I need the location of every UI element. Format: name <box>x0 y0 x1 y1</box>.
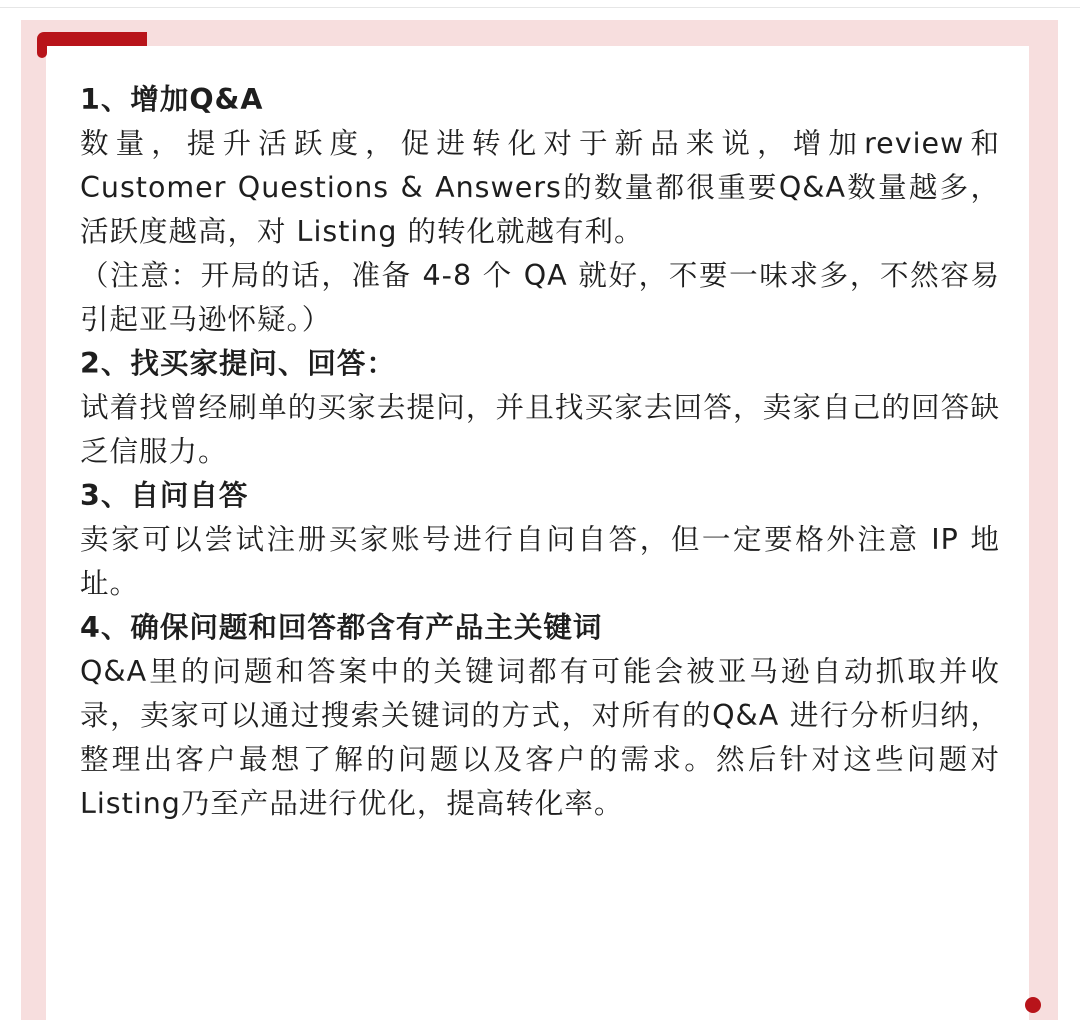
section-paragraph-4: Q&A里的问题和答案中的关键词都有可能会被亚马逊自动抓取并收录，卖家可以通过搜索关键词的方式，对所有的Q&A 进行分析归纳，整理出客户最想了解的问题以及客户的需求。然后针对这些问题对 Listing乃至产品进行优化，提高转化率。 <box>80 655 1000 820</box>
corner-accent-curl <box>37 40 47 58</box>
section-note-1b: （注意：开局的话，准备 4-8 个 QA 就好，不要一味求多，不然容易引起亚马逊怀疑。） <box>80 259 1000 336</box>
section-paragraph-3: 卖家可以尝试注册买家账号进行自问自答，但一定要格外注意 IP 地址。 <box>80 523 1000 600</box>
section-paragraph-2: 试着找曾经刷单的买家去提问，并且找买家去回答，卖家自己的回答缺乏信服力。 <box>80 391 1000 468</box>
section-heading-2: 2、找买家提问、回答： <box>80 347 396 380</box>
section-paragraph-1a: 数量，提升活跃度，促进转化对于新品来说，增加review和Customer Questions & Answers的数量都很重要Q&A数量越多，活跃度越高，对 Listing 的转化就越有利。 <box>80 127 1000 248</box>
corner-accent-bar <box>37 32 147 46</box>
section-heading-3: 3、自问自答 <box>80 479 249 512</box>
article-content <box>80 78 1000 826</box>
section-heading-4: 4、确保问题和回答都含有产品主关键词 <box>80 611 603 644</box>
corner-accent-dot <box>1025 997 1041 1013</box>
top-divider <box>0 7 1080 8</box>
section-heading-1: 1、增加Q&A <box>80 83 264 116</box>
